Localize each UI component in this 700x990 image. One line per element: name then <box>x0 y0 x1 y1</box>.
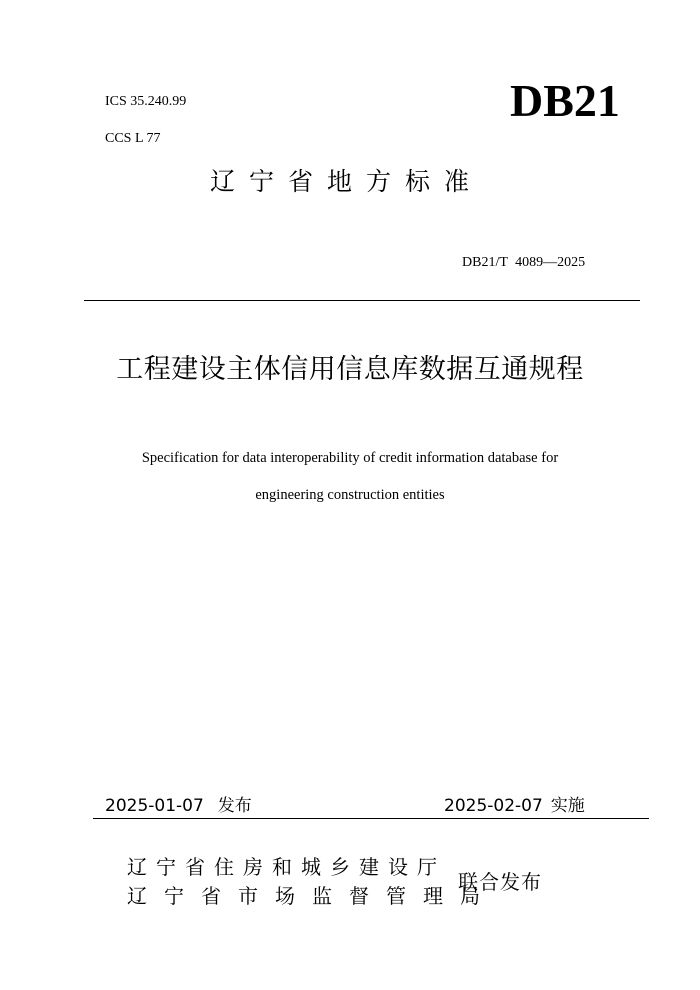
implement-date: 2025-02-07 <box>444 796 543 816</box>
title-chinese: 工程建设主体信用信息库数据互通规程 <box>116 354 584 385</box>
publish-date-line <box>105 791 252 816</box>
standard-code-logo: DB21 <box>510 75 620 126</box>
publish-date: 2025-01-07 <box>105 796 204 816</box>
standard-type: 辽宁省地方标准 <box>210 167 484 196</box>
issuer-market-supervision: 辽宁省市场监督管理局 <box>127 884 497 908</box>
title-english-line1: Specification for data interoperability of credit information database for <box>141 450 559 466</box>
issuer-housing-department: 辽宁省住房和城乡建设厅 <box>127 855 446 879</box>
publish-label: 发布 <box>217 796 252 816</box>
title-english-line2: engineering construction entities <box>255 487 445 503</box>
implement-date-line <box>444 791 585 816</box>
top-divider <box>84 300 640 301</box>
ccs-code: CCS L 77 <box>105 131 161 146</box>
standard-number: DB21/T 4089—2025 <box>462 255 586 270</box>
implement-label: 实施 <box>550 796 585 816</box>
ics-code: ICS 35.240.99 <box>105 94 187 109</box>
bottom-divider <box>93 818 649 819</box>
joint-release-label: 联合发布 <box>458 870 542 894</box>
